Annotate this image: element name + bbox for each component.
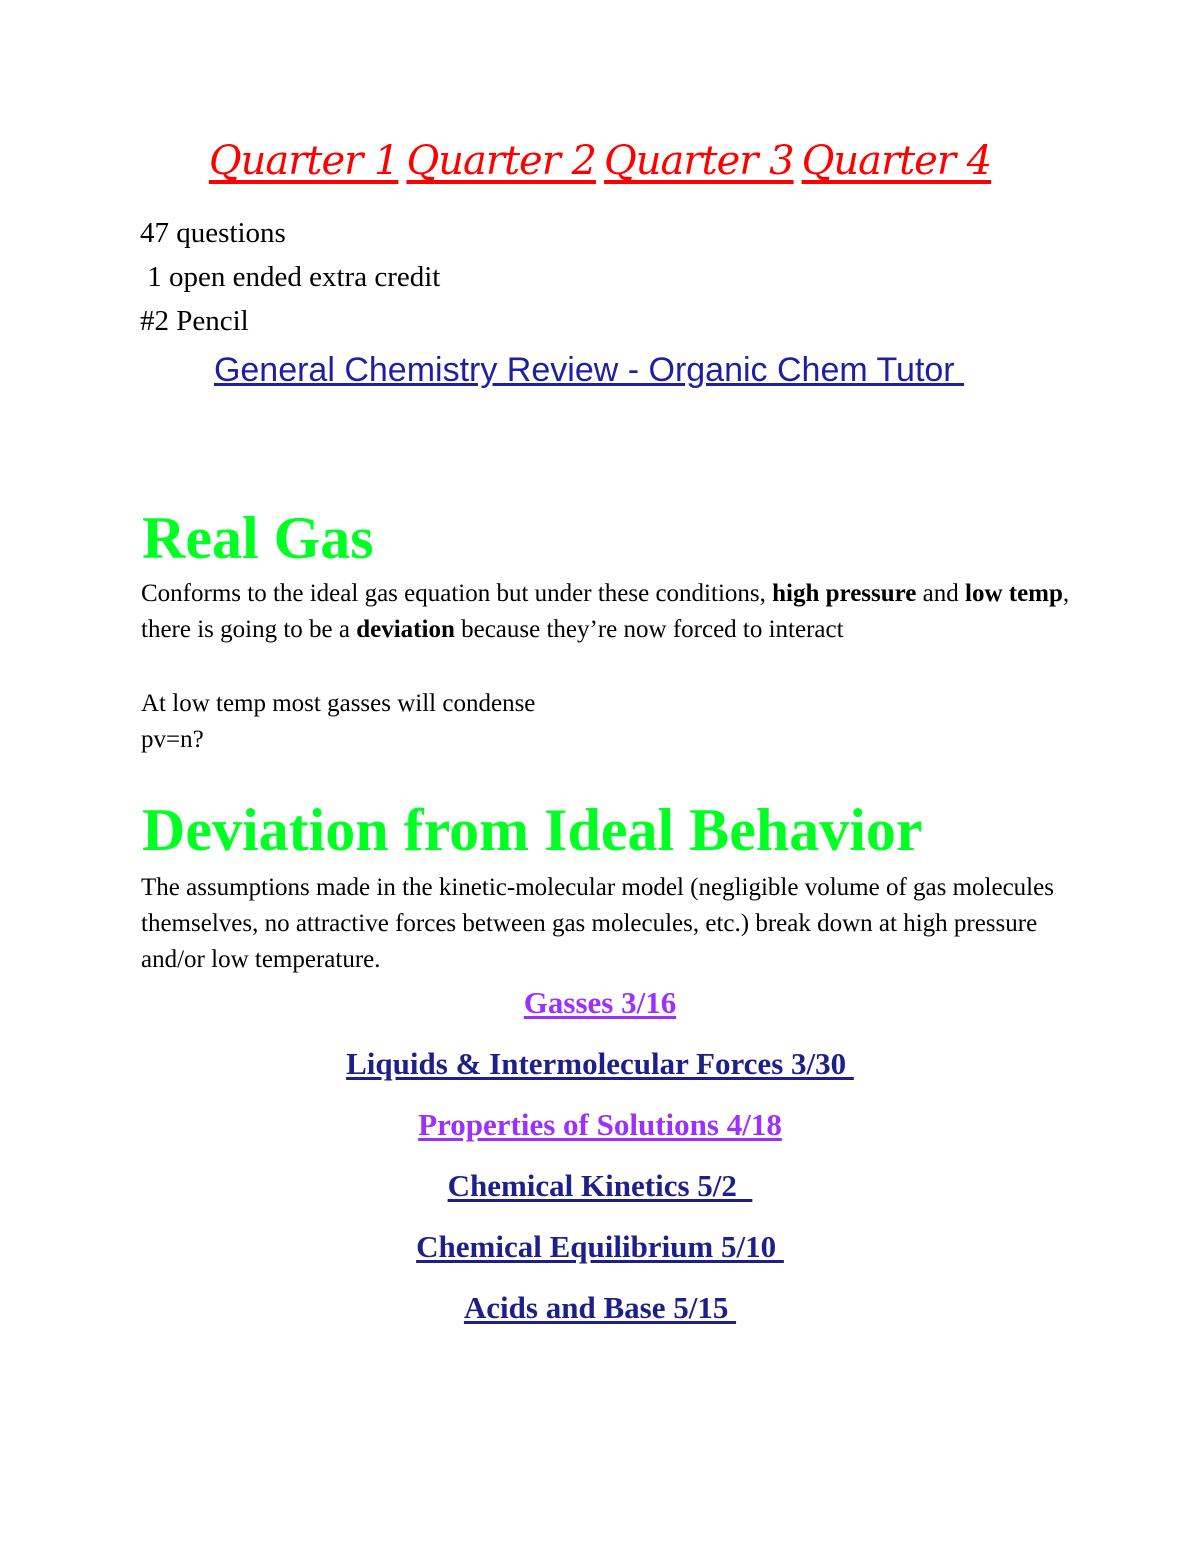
tutor-link-row xyxy=(0,350,1178,390)
topic-link-solutions[interactable]: Properties of Solutions 4/18 xyxy=(418,1107,782,1142)
quarter-2-link[interactable]: Quarter 2 xyxy=(406,138,596,184)
text-run: , there is going to be a xyxy=(141,580,1070,643)
list-item xyxy=(0,978,1200,1039)
question-count: 47 questions xyxy=(140,217,286,249)
bold-high-pressure: high pressure xyxy=(772,580,917,607)
list-item xyxy=(0,1222,1200,1283)
quarter-4-link[interactable]: Quarter 4 xyxy=(801,138,992,184)
text-run: and xyxy=(916,580,966,607)
topic-link-list xyxy=(0,978,1200,1344)
bold-deviation: deviation xyxy=(356,616,455,643)
quarter-links-row xyxy=(0,138,1200,184)
list-item xyxy=(0,1283,1200,1344)
topic-link-kinetics[interactable]: Chemical Kinetics 5/2 xyxy=(447,1168,753,1203)
organic-chem-tutor-link[interactable]: General Chemistry Review - Organic Chem Tutor xyxy=(213,351,965,389)
quarter-1-link[interactable]: Quarter 1 xyxy=(208,138,399,184)
real-gas-paragraph xyxy=(141,576,1081,648)
list-item xyxy=(0,1161,1200,1222)
quarter-3-link[interactable]: Quarter 3 xyxy=(604,138,794,184)
deviation-paragraph: The assumptions made in the kinetic-molecular model (negligible volume of gas molecules themselves, no attractive forces between gas molecules, etc.) break down at high pressure and/or low temperature. xyxy=(141,874,1054,973)
real-gas-heading: Real Gas xyxy=(142,505,374,571)
pencil-note: #2 Pencil xyxy=(140,305,249,337)
list-item xyxy=(0,1100,1200,1161)
condense-note: At low temp most gasses will condense xyxy=(141,690,536,717)
deviation-heading: Deviation from Ideal Behavior xyxy=(142,797,923,863)
bold-low-temp: low temp xyxy=(965,580,1063,607)
pv-equation-note: pv=n? xyxy=(141,726,204,753)
text-run: because they’re now forced to interact xyxy=(454,616,844,643)
list-item xyxy=(0,1039,1200,1100)
topic-link-gasses[interactable]: Gasses 3/16 xyxy=(523,985,677,1020)
topic-link-acids-base[interactable]: Acids and Base 5/15 xyxy=(463,1290,737,1325)
extra-credit-note: 1 open ended extra credit xyxy=(140,261,441,293)
topic-link-equilibrium[interactable]: Chemical Equilibrium 5/10 xyxy=(416,1229,784,1264)
topic-link-liquids[interactable]: Liquids & Intermolecular Forces 3/30 xyxy=(346,1046,854,1081)
text-run: Conforms to the ideal gas equation but under these conditions, xyxy=(141,580,773,607)
